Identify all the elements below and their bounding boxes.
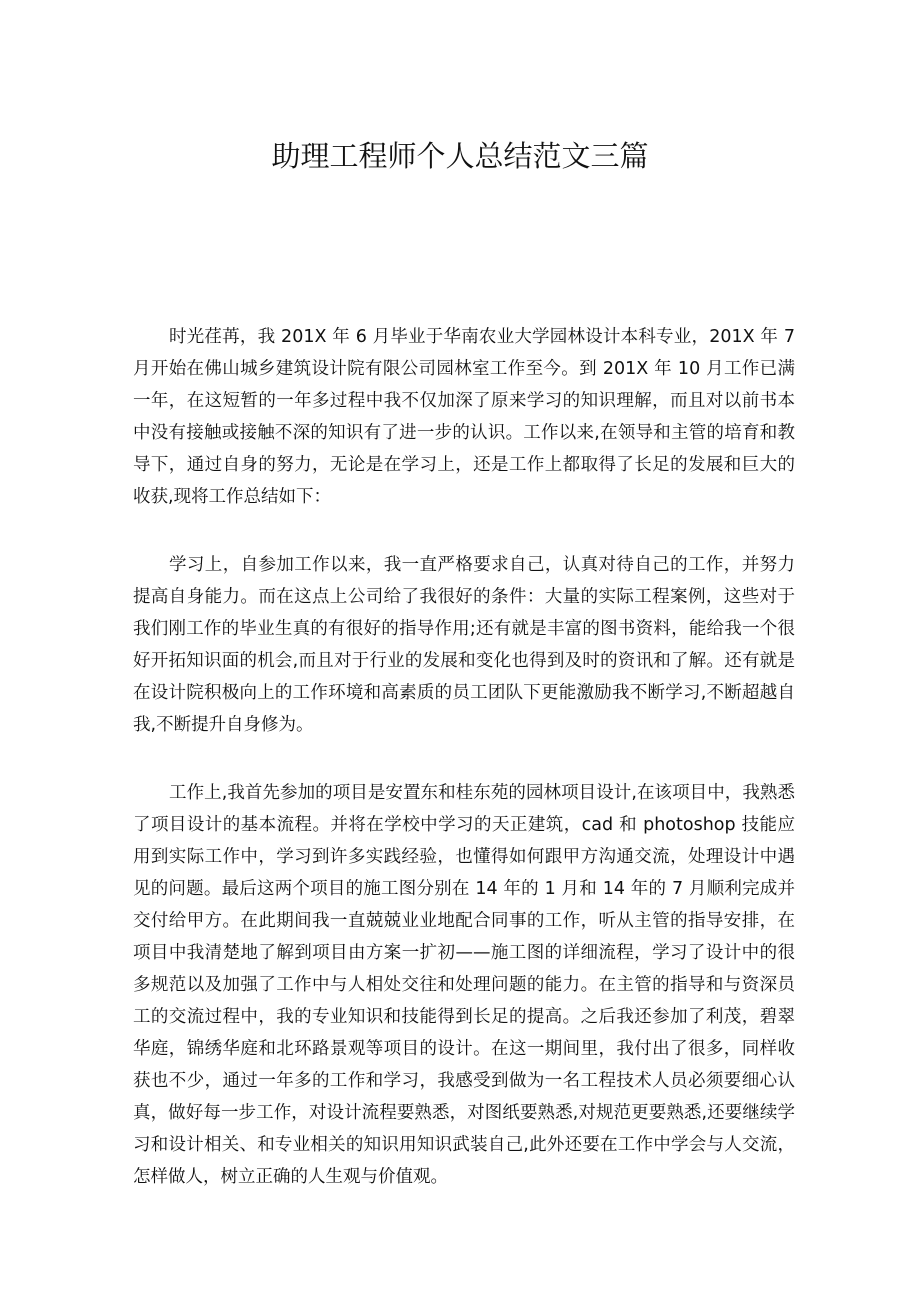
- document-title: 助理工程师个人总结范文三篇: [271, 139, 649, 173]
- document-body: [133, 321, 795, 1229]
- paragraph-intro: 时光荏苒，我 201X 年 6 月毕业于华南农业大学园林设计本科专业，201X 年 7 月开始在佛山城乡建筑设计院有限公司园林室工作至今。到 201X 年 10 月工作已满一年，在这短暂的一年多过程中我不仅加深了原来学习的知识理解，而且对以前书本中没有接触或接触不深的知识有了进一步的认识。工作以来,在领导和主管的培育和教导下，通过自身的努力，无论是在学习上，还是工作上都取得了长足的发展和巨大的收获,现将工作总结如下：: [133, 327, 795, 507]
- paragraph-study: 学习上，自参加工作以来，我一直严格要求自己，认真对待自己的工作，并努力提高自身能力。而在这点上公司给了我很好的条件：大量的实际工程案例，这些对于我们刚工作的毕业生真的有很好的指导作用;还有就是丰富的图书资料，能给我一个很好开拓知识面的机会,而且对于行业的发展和变化也得到及时的资讯和了解。还有就是在设计院积极向上的工作环境和高素质的员工团队下更能激励我不断学习,不断超越自我,不断提升自身修为。: [133, 555, 795, 735]
- paragraph-work: 工作上,我首先参加的项目是安置东和桂东苑的园林项目设计,在该项目中，我熟悉了项目设计的基本流程。并将在学校中学习的天正建筑，cad 和 photoshop 技能应用到实际工作中，学习到许多实践经验，也懂得如何跟甲方沟通交流，处理设计中遇见的问题。最后这两个项目的施工图分别在 14 年的 1 月和 14 年的 7 月顺利完成并交付给甲方。在此期间我一直兢兢业业地配合同事的工作，听从主管的指导安排，在项目中我清楚地了解到项目由方案一扩初——施工图的详细流程，学习了设计中的很多规范以及加强了工作中与人相处交往和处理问题的能力。在主管的指导和与资深员工的交流过程中，我的专业知识和技能得到长足的提高。之后我还参加了利茂，碧翠华庭，锦绣华庭和北环路景观等项目的设计。在这一期间里，我付出了很多，同样收获也不少，通过一年多的工作和学习，我感受到做为一名工程技术人员必须要细心认真，做好每一步工作，对设计流程要熟悉，对图纸要熟悉,对规范更要熟悉,还要继续学习和设计相关、和专业相关的知识用知识武装自己,此外还要在工作中学会与人交流，怎样做人，树立正确的人生观与价值观。: [133, 783, 795, 1187]
